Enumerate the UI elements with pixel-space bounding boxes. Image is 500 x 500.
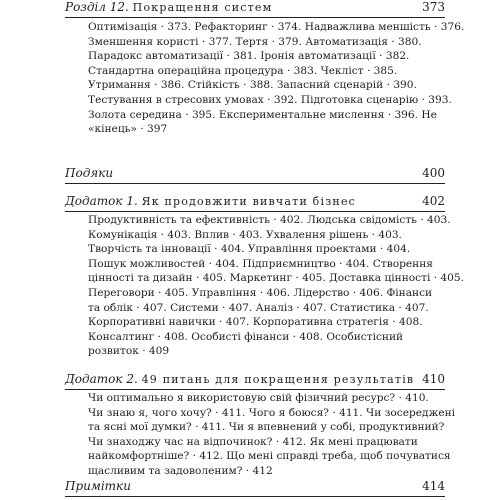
toc-heading-notes[interactable]: [65, 479, 445, 497]
toc-entry-line: Корпоративні навички · 407. Корпоративна стратегія · 408.: [88, 316, 423, 329]
toc-entry-line: Переговори · 405. Управління · 406. Лідерство · 406. Фінанси: [88, 286, 433, 299]
toc-entry-line: Парадокс автоматизації · 381. Іронія автоматизації · 382.: [88, 50, 410, 63]
toc-entry-line: Золота середина · 395. Експериментальне мислення · 396. Не: [88, 108, 437, 121]
toc-entry-line: Чи знаходжу час на відпочинок? · 412. Як мені працювати: [88, 435, 418, 448]
toc-entry-line: Оптимізація · 373. Рефакторинг · 374. Надважлива меншість · 376.: [88, 21, 465, 33]
toc-label: Додаток 1.: [65, 194, 138, 208]
toc-entry-line: Консалтинг · 408. Особисті фінанси · 408. Особистісний: [88, 330, 404, 343]
toc-entry-line: Зменшення користі · 377. Тертя · 379. Автоматизація · 380.: [88, 35, 422, 48]
toc-page-number: 410: [422, 372, 445, 386]
toc-page-number: 373: [422, 0, 445, 14]
toc-entries-chapter-12: [88, 20, 465, 137]
toc-entry-line: Чи оптимально я використовую свій фізичний ресурс? · 410.: [88, 392, 429, 404]
toc-entry-line: найкомфортніше? · 412. Що мені справді треба, щоб почуватися: [88, 450, 451, 463]
toc-entry-line: Тестування в стресових умовах · 392. Підготовка сценарію · 393.: [88, 93, 452, 106]
toc-page-number: 400: [422, 166, 445, 180]
toc-entry-line: Чи знаю я, чого хочу? · 411. Чого я боюся? · 411. Чи зосереджені: [88, 406, 456, 419]
toc-label: Примітки: [65, 479, 131, 493]
toc-heading-appendix-2[interactable]: [65, 372, 445, 390]
toc-entry-line: Комунікація · 403. Вплив · 403. Ухвалення рішень · 403.: [88, 228, 402, 241]
toc-entry-line: Пошук можливостей · 404. Підприємництво · 404. Створення: [88, 257, 433, 270]
toc-heading-thanks[interactable]: [65, 166, 445, 184]
toc-entries-appendix-1: [88, 213, 465, 359]
toc-entry-line: та облік · 407. Системи · 407. Аналіз · 407. Статистика · 407.: [88, 301, 429, 314]
toc-label: Розділ 12.: [65, 0, 129, 14]
toc-entry-line: Продуктивність та ефективність · 402. Людська свідомість · 403.: [88, 214, 451, 226]
toc-entries-appendix-2: [88, 391, 456, 479]
toc-label: Подяки: [65, 166, 114, 180]
toc-title: Покращення систем: [132, 1, 273, 14]
toc-entry-line: Утримання · 386. Стійкість · 388. Запасний сценарій · 390.: [88, 79, 417, 92]
toc-entry-line: та ясні мої думки? · 411. Чи я впевнений у собі, продуктивний?: [88, 421, 445, 434]
toc-page-number: 402: [422, 194, 445, 208]
toc-title: Як продовжити вивчати бізнес: [141, 195, 357, 208]
toc-entry-line: розвиток · 409: [88, 345, 170, 358]
toc-entry-line: цінності та дизайн · 405. Маркетинг · 405. Доставка цінності · 405.: [88, 272, 465, 285]
toc-entry-line: Творчість та інновації · 404. Управління проектами · 404.: [88, 243, 411, 256]
toc-entry-line: «кінець» · 397: [88, 123, 168, 136]
toc-heading-appendix-1[interactable]: [65, 194, 445, 212]
toc-page-number: 414: [422, 479, 445, 493]
toc-entry-line: Стандартна операційна процедура · 383. Чекліст · 385.: [88, 64, 398, 77]
toc-heading-chapter-12[interactable]: [65, 0, 445, 18]
toc-entry-line: щасливим та задоволеним? · 412: [88, 464, 273, 477]
toc-label: Додаток 2.: [65, 372, 138, 386]
toc-title: 49 питань для покращення результатів: [141, 373, 415, 386]
